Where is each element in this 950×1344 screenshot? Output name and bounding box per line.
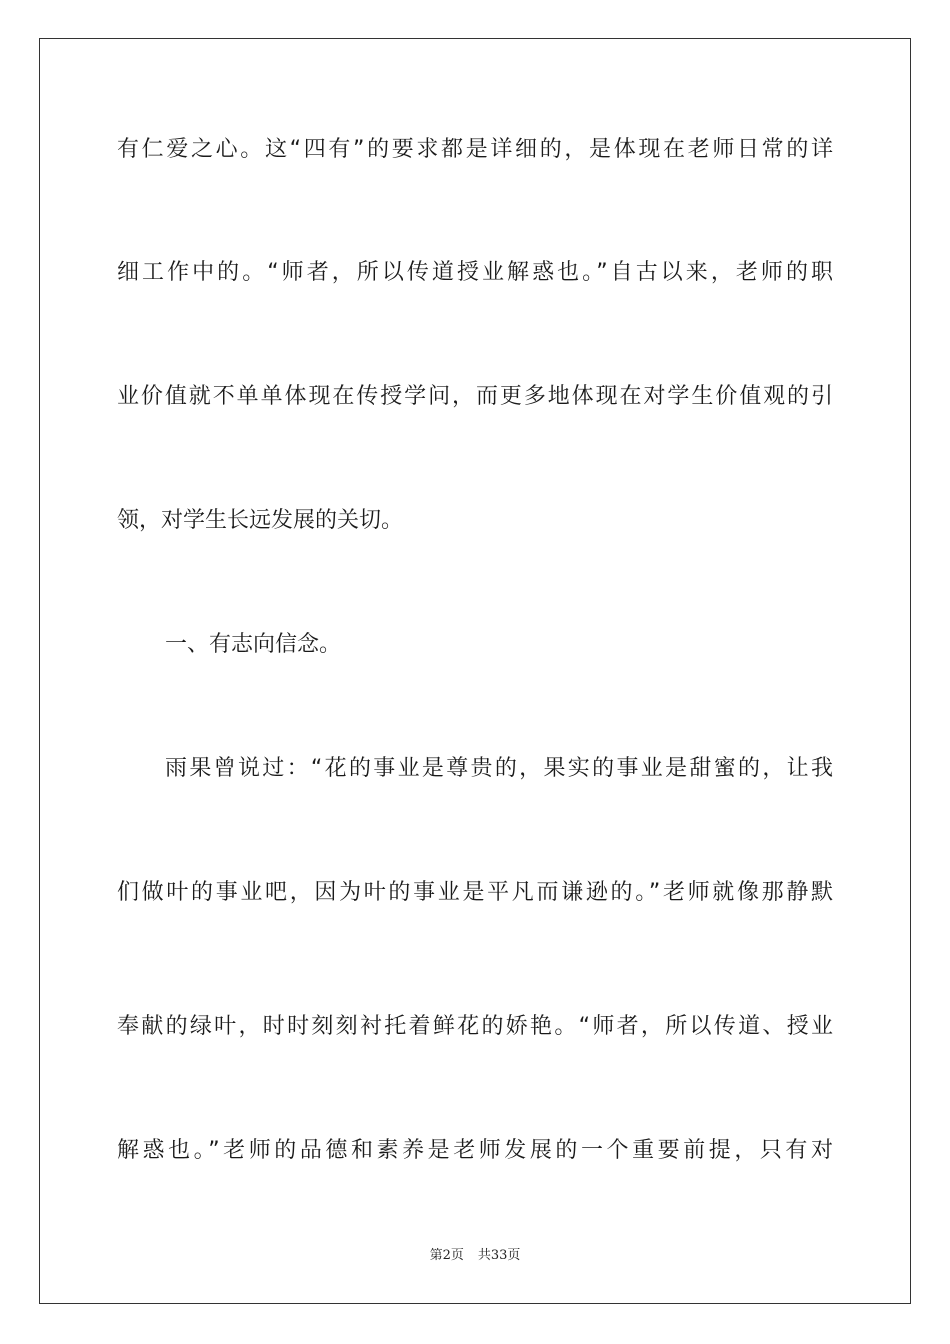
body-text-line: 们做叶的事业吧，因为叶的事业是平凡而谦逊的。”老师就像那静默 <box>117 880 833 905</box>
section-heading: 一、有志向信念。 <box>165 632 342 657</box>
body-text-line: 领，对学生长远发展的关切。 <box>117 508 404 533</box>
body-text-line: 有仁爱之心。这“四有”的要求都是详细的，是体现在老师日常的详 <box>117 137 833 162</box>
body-text-line: 奉献的绿叶，时时刻刻衬托着鲜花的娇艳。“师者，所以传道、授业 <box>117 1014 833 1039</box>
body-text-line: 雨果曾说过：“花的事业是尊贵的，果实的事业是甜蜜的，让我 <box>165 756 833 781</box>
page-footer <box>0 1247 950 1265</box>
total-pages-label: 共33页 <box>477 1248 521 1263</box>
current-page-label: 第2页 <box>429 1248 464 1263</box>
page-border <box>39 38 911 1304</box>
body-text-line: 细工作中的。“师者，所以传道授业解惑也。”自古以来，老师的职 <box>117 260 833 285</box>
body-text-line: 解惑也。”老师的品德和素养是老师发展的一个重要前提，只有对 <box>117 1138 833 1163</box>
body-text-line: 业价值就不单单体现在传授学问，而更多地体现在对学生价值观的引 <box>117 384 833 409</box>
